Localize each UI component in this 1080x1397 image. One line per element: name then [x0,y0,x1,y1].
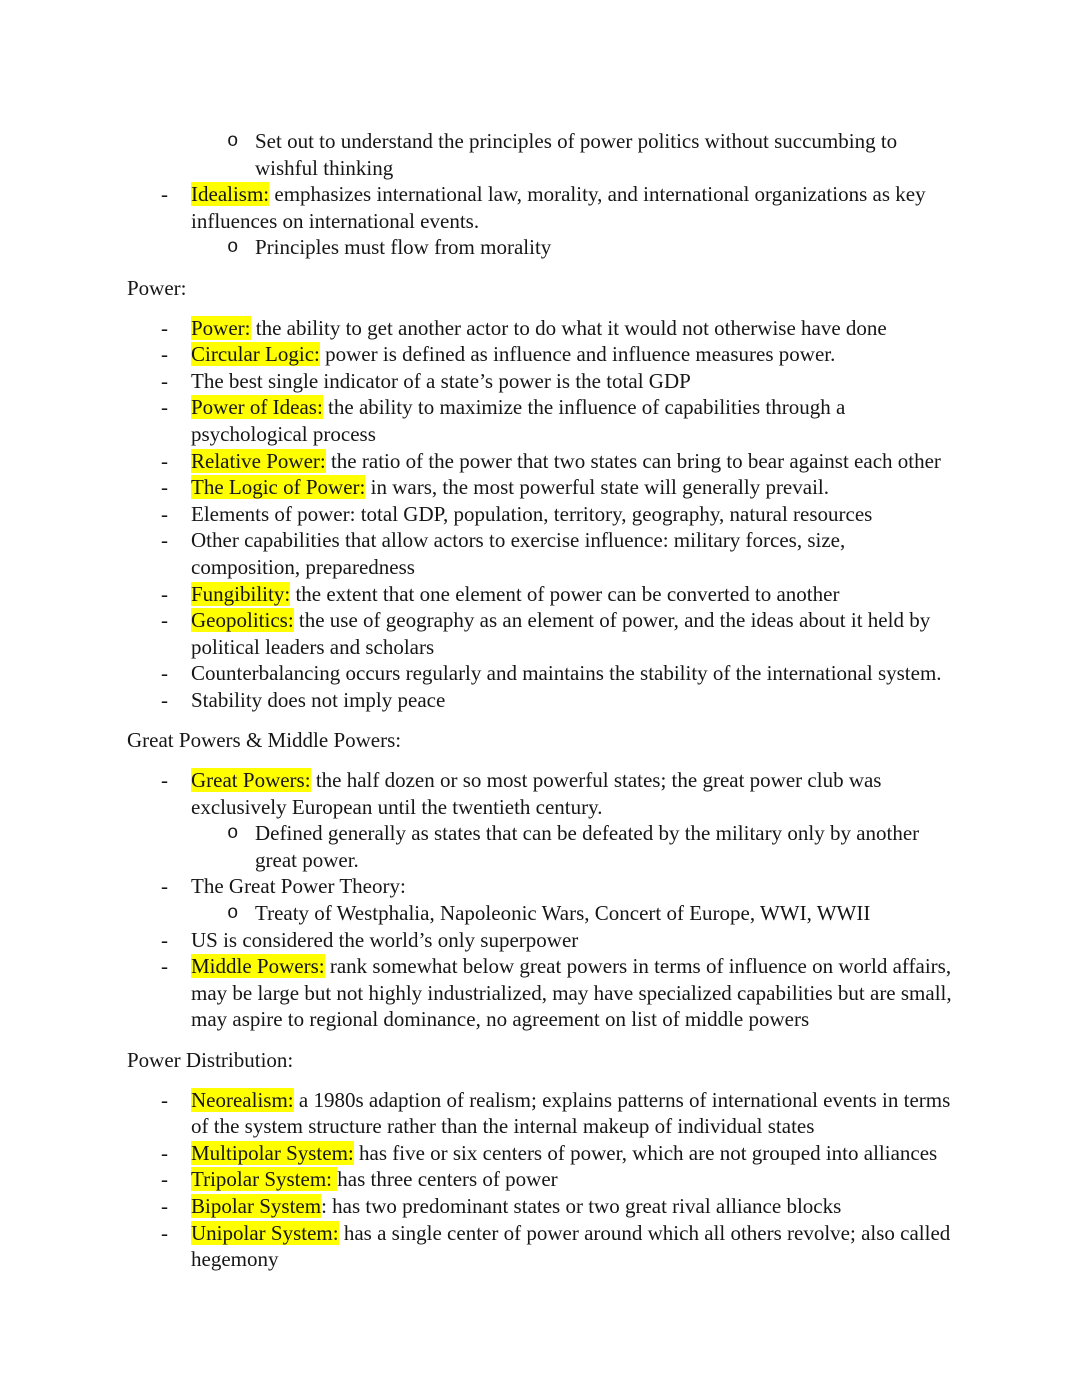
section-heading [127,275,953,302]
dash-bullet-marker: - [161,182,168,207]
bullet-item [127,873,953,900]
text-run: the use of geography as an element of power, and the ideas about it held by political leaders and scholars [191,608,931,659]
highlighted-term: The Logic of Power: [191,475,366,500]
text-run: Stability does not imply peace [191,687,446,712]
section-heading [127,727,953,754]
dash-bullet-marker: - [161,475,168,500]
text-run: Power: [127,275,187,300]
highlighted-term: Neorealism: [191,1087,294,1112]
text-run: the ability to maximize the influence of capabilities through a psychological process [191,395,846,446]
section-heading [127,1047,953,1074]
highlighted-term: Great Powers: [191,768,311,793]
dash-bullet-marker: - [161,368,168,393]
bullet-item [127,448,953,475]
dash-bullet-marker: - [161,874,168,899]
bullet-item [127,527,953,580]
text-run: has a single center of power around which all others revolve; also called hegemony [191,1220,951,1272]
dash-bullet-marker: - [161,1193,168,1218]
bullet-item [127,501,953,528]
text-run: power is defined as influence and influence measures power. [319,342,836,367]
highlighted-term: Power of Ideas: [191,395,323,420]
bullet-item [127,581,953,608]
text-run: The Great Power Theory: [191,874,406,899]
bullet-item [127,687,953,714]
highlighted-term: Fungibility: [191,581,291,606]
text-run: Power Distribution: [127,1048,294,1072]
highlighted-term: Unipolar System: [191,1220,339,1245]
bullet-item [127,1220,953,1273]
circle-bullet-marker: o [227,822,239,845]
text-run: The best single indicator of a state’s power is the total GDP [191,368,691,393]
bullet-item [127,660,953,687]
dash-bullet-marker: - [161,1140,168,1165]
bullet-item [127,1140,953,1167]
dash-bullet-marker: - [161,528,168,553]
text-run: Counterbalancing occurs regularly and maintains the stability of the international system. [191,661,942,686]
highlighted-term: Multipolar System: [191,1140,354,1165]
circle-bullet-marker: o [227,130,239,152]
text-run: in wars, the most powerful state will generally prevail. [365,475,829,500]
highlighted-term: Bipolar System [191,1193,322,1218]
dash-bullet-marker: - [161,342,168,367]
text-run: Treaty of Westphalia, Napoleonic Wars, Concert of Europe, WWI, WWII [255,901,871,926]
highlighted-term: Middle Powers: [191,954,325,979]
dash-bullet-marker: - [161,501,168,526]
text-run: emphasizes international law, morality, and international organizations as key influences on international events. [191,182,926,233]
bullet-item [127,767,953,820]
bullet-item [127,607,953,660]
highlighted-term: Geopolitics: [191,608,294,633]
dash-bullet-marker: - [161,687,168,712]
bullet-item [127,927,953,954]
bullet-item [127,315,953,342]
highlighted-term: Power: [191,315,251,340]
dash-bullet-marker: - [161,1167,168,1192]
text-run: has five or six centers of power, which are not grouped into alliances [353,1140,938,1165]
sub-bullet-item [127,900,953,927]
text-run: : has two predominant states or two great rival alliance blocks [321,1193,842,1218]
text-run: the half dozen or so most powerful states; the great power club was exclusively European until the twentieth century. [191,768,882,819]
text-run: US is considered the world’s only superpower [191,927,579,952]
text-run: Other capabilities that allow actors to exercise influence: military forces, size, composition, preparedness [191,528,846,579]
bullet-item [127,341,953,368]
bullet-item [127,181,953,234]
bullet-item [127,1193,953,1220]
highlighted-term: Idealism: [191,182,270,207]
dash-bullet-marker: - [161,1220,168,1245]
dash-bullet-marker: - [161,395,168,420]
sub-bullet-item [127,820,953,873]
bullet-item [127,953,953,1033]
dash-bullet-marker: - [161,927,168,952]
text-run: a 1980s adaption of realism; explains patterns of international events in terms of the system structure rather than the internal makeup of individual states [191,1087,951,1139]
bullet-item [127,368,953,395]
text-run: the ratio of the power that two states can bring to bear against each other [325,448,941,473]
bullet-item [127,394,953,447]
bullet-item [127,474,953,501]
highlighted-term: Relative Power: [191,448,326,473]
dash-bullet-marker: - [161,661,168,686]
text-run: Principles must flow from morality [255,235,552,260]
circle-bullet-marker: o [227,902,239,925]
text-run: the ability to get another actor to do what it would not otherwise have done [250,315,887,340]
text-run: rank somewhat below great powers in terms of influence on world affairs, may be large but not highly industrialized, may have specialized capabilities but are small, may aspire to regional dominance, no agreement on list of middle powers [191,954,952,1032]
text-run: Elements of power: total GDP, population, territory, geography, natural resources [191,501,873,526]
dash-bullet-marker: - [161,954,168,979]
dash-bullet-marker: - [161,448,168,473]
sub-bullet-item [127,128,953,181]
text-run: Great Powers & Middle Powers: [127,728,402,753]
text-run: has three centers of power [337,1167,558,1192]
bullet-item [127,1166,953,1193]
dash-bullet-marker: - [161,1087,168,1112]
text-run: Defined generally as states that can be defeated by the military only by another great power. [255,821,920,872]
dash-bullet-marker: - [161,608,168,633]
sub-bullet-item [127,234,953,261]
dash-bullet-marker: - [161,768,168,793]
bullet-item [127,1087,953,1140]
text-run: the extent that one element of power can be converted to another [290,581,840,606]
highlighted-term: Tripolar System: [191,1167,338,1192]
highlighted-term: Circular Logic: [191,342,320,367]
circle-bullet-marker: o [227,236,239,259]
dash-bullet-marker: - [161,581,168,606]
dash-bullet-marker: - [161,315,168,340]
text-run: Set out to understand the principles of power politics without succumbing to wishful thinking [255,129,898,180]
